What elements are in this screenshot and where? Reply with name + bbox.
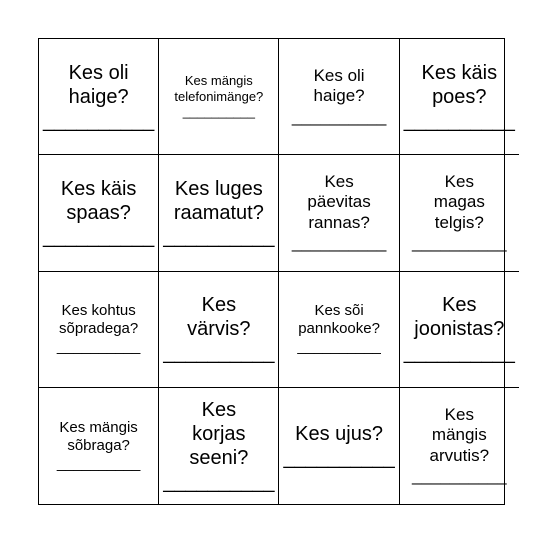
bingo-cell[interactable]: [400, 39, 519, 155]
cell-text: Kes mängis telefonimänge? __________: [174, 73, 264, 120]
cell-text: Kes oli haige? __________: [43, 61, 155, 132]
bingo-cell[interactable]: [39, 39, 159, 155]
bingo-cell[interactable]: [279, 39, 399, 155]
cell-text: Kes mängis arvutis? __________: [412, 405, 507, 486]
bingo-cell[interactable]: [279, 388, 399, 504]
bingo-cell[interactable]: [159, 39, 279, 155]
cell-text: Kes käis poes? __________: [403, 61, 515, 132]
cell-text: Kes ujus? __________: [283, 422, 395, 469]
cell-text: Kes mängis sõbraga? __________: [56, 418, 141, 472]
bingo-cell[interactable]: [279, 272, 399, 388]
bingo-cell[interactable]: [400, 388, 519, 504]
bingo-cell[interactable]: [159, 272, 279, 388]
cell-text: Kes joonistas? __________: [403, 294, 515, 365]
cell-text: Kes magas telgis? __________: [412, 172, 507, 253]
cell-text: Kes luges raamatut? __________: [163, 177, 275, 248]
bingo-cell[interactable]: [39, 272, 159, 388]
bingo-cell[interactable]: [400, 155, 519, 271]
bingo-cell[interactable]: [400, 272, 519, 388]
bingo-cell[interactable]: [159, 388, 279, 504]
cell-text: Kes käis spaas? __________: [43, 177, 155, 248]
cell-text: Kes korjas seeni? __________: [163, 398, 275, 493]
cell-text: Kes oli haige? __________: [291, 66, 387, 126]
bingo-cell[interactable]: [279, 155, 399, 271]
cell-text: Kes päevitas rannas? __________: [291, 172, 387, 253]
cell-text: Kes sõi pannkooke? __________: [297, 302, 381, 356]
bingo-cell[interactable]: [159, 155, 279, 271]
bingo-cell[interactable]: [39, 388, 159, 504]
bingo-board: [38, 38, 515, 505]
bingo-cell[interactable]: [39, 155, 159, 271]
cell-text: Kes värvis? __________: [163, 294, 275, 365]
cell-text: Kes kohtus sõpradega? __________: [56, 302, 141, 356]
